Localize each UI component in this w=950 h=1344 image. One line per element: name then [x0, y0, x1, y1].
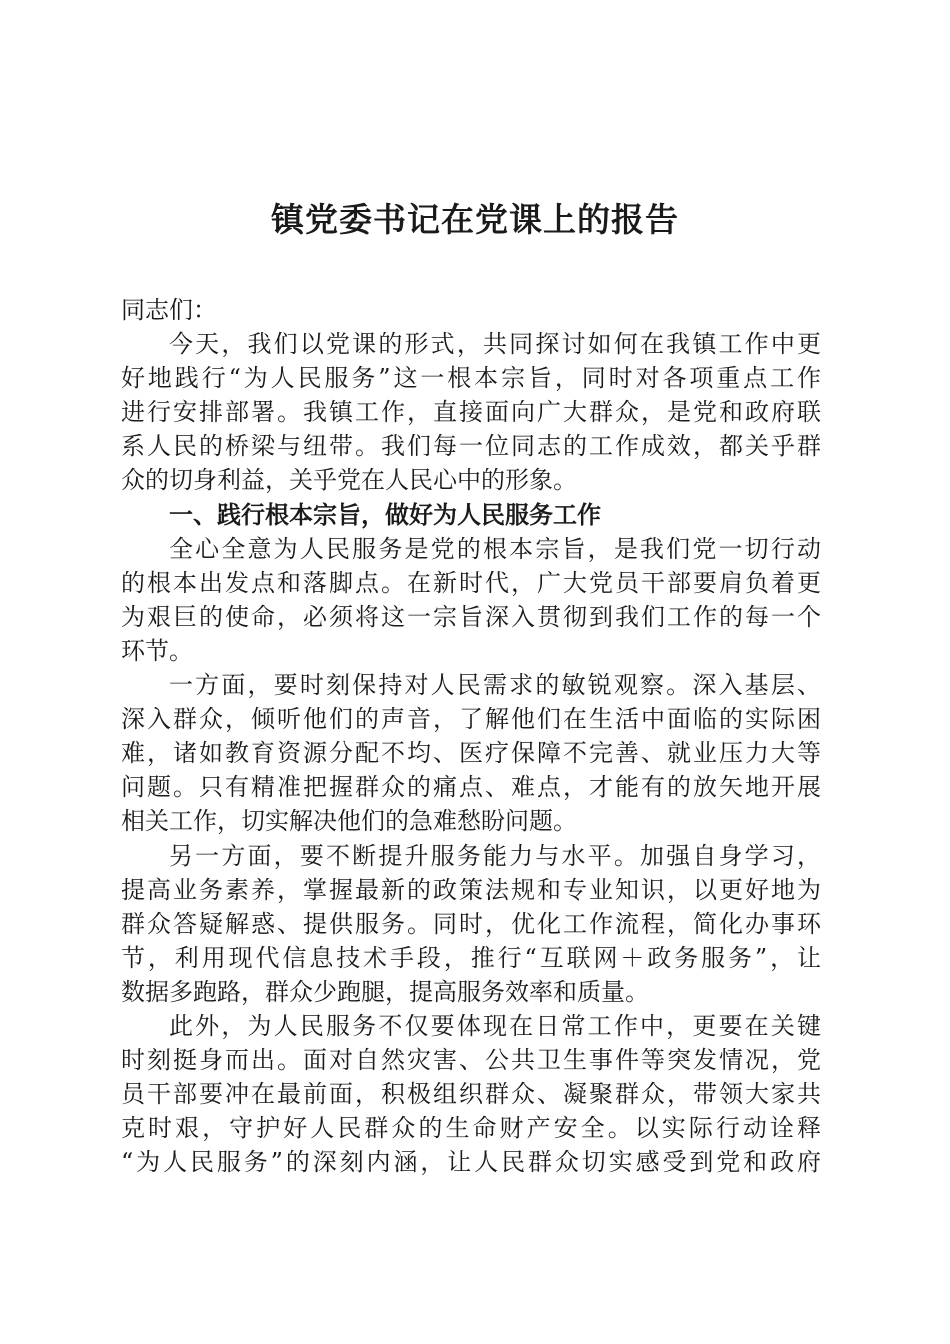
- text-line: 众的切身利益，关乎党在人民心中的形象。: [121, 466, 577, 495]
- text-line: 进行安排部署。我镇工作，直接面向广大群众，是党和政府联: [121, 398, 821, 427]
- text-line: 环节。: [121, 636, 193, 665]
- text-line: 相关工作，切实解决他们的急难愁盼问题。: [121, 807, 577, 836]
- text-line: 问题。只有精准把握群众的痛点、难点，才能有的放矢地开展: [121, 773, 821, 802]
- text-line: 此外，为人民服务不仅要体现在日常工作中，更要在关键: [169, 1011, 821, 1040]
- text-line: 的根本出发点和落脚点。在新时代，广大党员干部要肩负着更: [121, 568, 821, 597]
- text-line: 系人民的桥梁与纽带。我们每一位同志的工作成效，都关乎群: [121, 432, 821, 461]
- text-line: 数据多跑路，群众少跑腿，提高服务效率和质量。: [121, 977, 649, 1006]
- text-line: 时刻挺身而出。面对自然灾害、公共卫生事件等突发情况，党: [121, 1046, 821, 1075]
- document-title: 镇党委书记在党课上的报告: [271, 200, 679, 239]
- text-line: 群众答疑解惑、提供服务。同时，优化工作流程，简化办事环: [121, 909, 821, 938]
- section-heading: 一、践行根本宗旨，做好为人民服务工作: [169, 500, 601, 529]
- text-line: 节，利用现代信息技术手段，推行“互联网＋政务服务”，让: [121, 943, 821, 972]
- text-line: 难，诸如教育资源分配不均、医疗保障不完善、就业压力大等: [121, 739, 821, 768]
- text-line: 同志们：: [121, 296, 217, 324]
- text-line: 全心全意为人民服务是党的根本宗旨，是我们党一切行动: [169, 534, 821, 563]
- text-line: 员干部要冲在最前面，积极组织群众、凝聚群众，带领大家共: [121, 1080, 821, 1109]
- text-line: 今天，我们以党课的形式，共同探讨如何在我镇工作中更: [169, 330, 821, 359]
- text-line: 为艰巨的使命，必须将这一宗旨深入贯彻到我们工作的每一个: [121, 602, 821, 631]
- text-line: 提高业务素养，掌握最新的政策法规和专业知识，以更好地为: [121, 875, 821, 904]
- text-line: 另一方面，要不断提升服务能力与水平。加强自身学习，: [169, 841, 821, 870]
- text-line: 深入群众，倾听他们的声音，了解他们在生活中面临的实际困: [121, 705, 821, 734]
- text-line: 克时艰，守护好人民群众的生命财产安全。以实际行动诠释: [121, 1114, 821, 1143]
- text-line: “为人民服务”的深刻内涵，让人民群众切实感受到党和政府: [121, 1148, 821, 1177]
- text-line: 一方面，要时刻保持对人民需求的敏锐观察。深入基层、: [169, 671, 821, 700]
- document-body: [121, 293, 821, 1179]
- text-line: 好地践行“为人民服务”这一根本宗旨，同时对各项重点工作: [121, 364, 821, 393]
